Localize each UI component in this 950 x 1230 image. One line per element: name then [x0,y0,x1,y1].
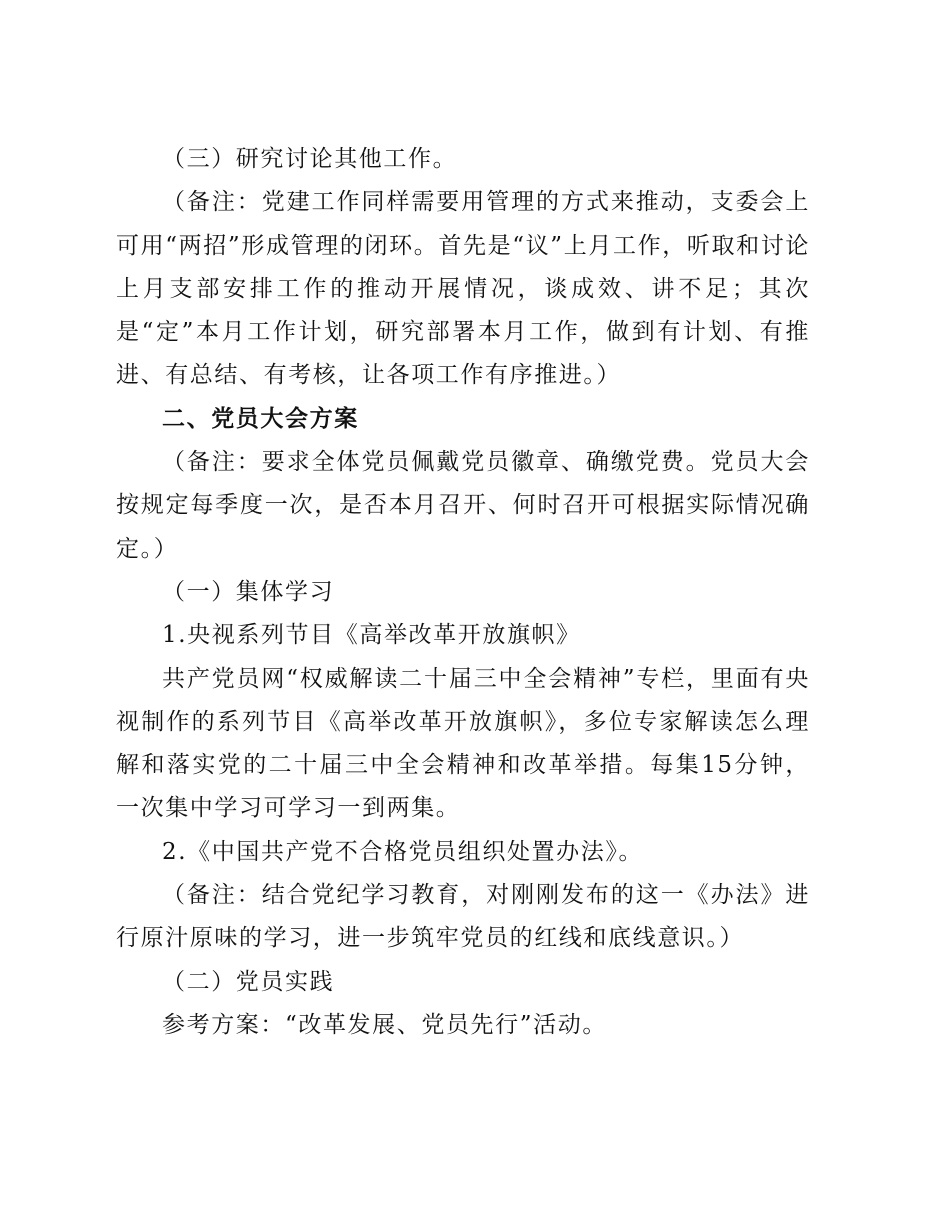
body-paragraph: 共产党员网“权威解读二十届三中全会精神”专栏，里面有央视制作的系列节目《高举改革开放旗帜》，多位专家解读怎么理解和落实党的二十届三中全会精神和改革举措。每集15分钟，一次集中学习可学习一到两集。 [116,665,810,822]
note-paragraph: （备注：要求全体党员佩戴党员徽章、确缴党费。党员大会按规定每季度一次，是否本月召开、何时召开可根据实际情况确定。） [116,449,810,562]
note-paragraph: （备注：结合党纪学习教育，对刚刚发布的这一《办法》进行原汁原味的学习，进一步筑牢党员的红线和底线意识。） [116,882,810,952]
subheading-member-practice: （二）党员实践 [162,968,335,995]
subheading-research-discussion: （三）研究讨论其他工作。 [162,146,458,172]
note-paragraph: （备注：党建工作同样需要用管理的方式来推动，支委会上可用“两招”形成管理的闭环。首先是“议”上月工作，听取和讨论上月支部安排工作的推动开展情况，谈成效、讲不足；其次是“定”本月工作计划，研究部署本月工作，做到有计划、有推进、有总结、有考核，让各项工作有序推进。） [116,189,810,389]
body-paragraph: 参考方案：“改革发展、党员先行”活动。 [162,1011,607,1038]
list-item-program: 1.央视系列节目《高举改革开放旗帜》 [162,622,581,649]
list-item-regulation: 2.《中国共产党不合格党员组织处置办法》。 [162,838,644,865]
subheading-collective-study: （一）集体学习 [162,578,335,605]
document-body [116,138,810,1047]
section-heading-party-member-meeting: 二、党员大会方案 [162,405,359,432]
